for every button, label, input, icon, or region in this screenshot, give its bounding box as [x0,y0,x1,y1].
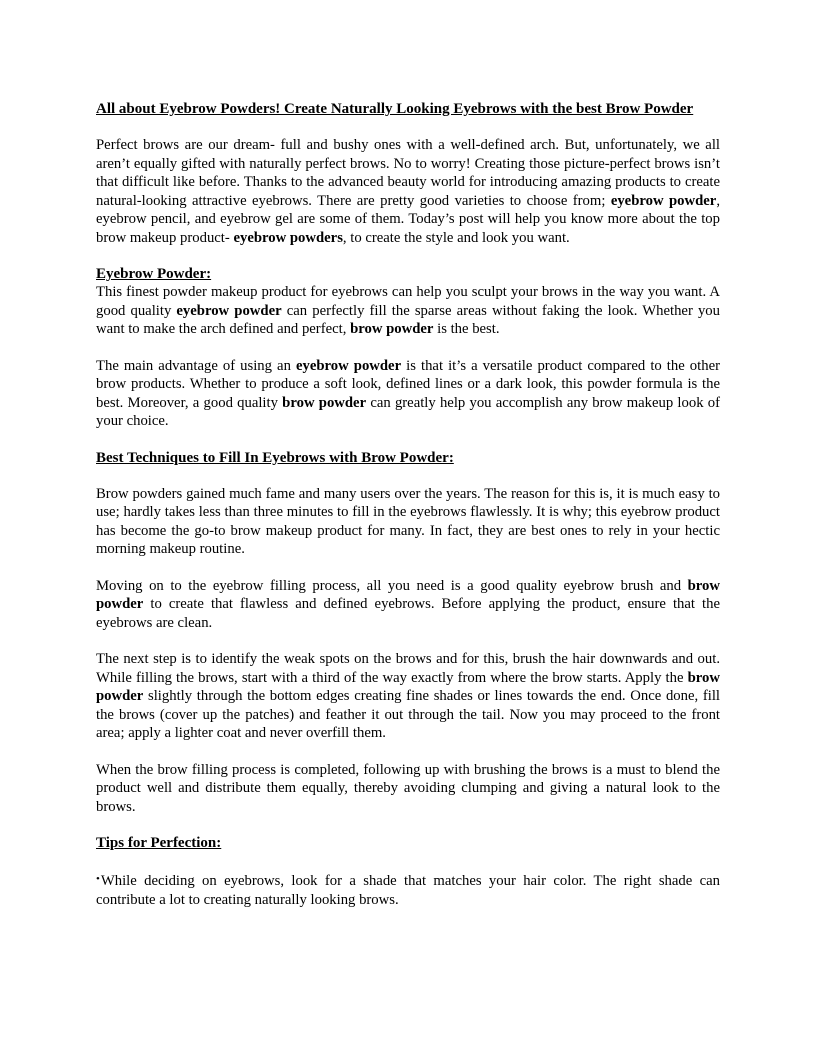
intro-paragraph: Perfect brows are our dream- full and bushy ones with a well-defined arch. But, unfortunately, we all aren’t equally gifted with naturally perfect brows. No to worry! Creating those picture-perfect brows isn’t that difficult like before. Thanks to the advanced beauty world for introducing amazing products to create natural-looking attractive eyebrows. There are pretty good varieties to choose from; eyebrow powder, eyebrow pencil, and eyebrow gel are some of them. Today’s post will help you know more about the top brow makeup product- eyebrow powders, to create the style and look you want. [96,137,720,246]
bullet-icon: • [96,873,100,885]
section-tips [96,834,720,852]
keyword-eyebrow-powder: eyebrow powder [176,302,282,319]
keyword-brow-powder: brow powder [96,577,720,612]
paragraph-techniques-2: Moving on to the eyebrow filling process, all you need is a good quality eyebrow brush and brow powder to create that flawless and defined eyebrows. Before applying the product, ensure that the eyebrows are clean. [96,577,720,631]
keyword-eyebrow-powders: eyebrow powders [233,229,343,246]
keyword-brow-powder: brow powder [96,669,720,704]
section-techniques [96,449,720,467]
paragraph-techniques-4: When the brow filling process is completed, following up with brushing the brows is a must to blend the product well and distribute them equally, thereby avoiding clumping and giving a natural look to the brows. [96,761,720,815]
section-eyebrow-powder [96,265,720,283]
tip-bullet-item: •While deciding on eyebrows, look for a shade that matches your hair color. The right shade can contribute a lot to creating naturally looking brows. [96,870,720,909]
section-heading-eyebrow-powder: Eyebrow Powder: [96,266,212,282]
keyword-brow-powder: brow powder [282,394,367,411]
section-heading-tips: Tips for Perfection: [96,835,222,851]
document-title: All about Eyebrow Powders! Create Naturally Looking Eyebrows with the best Brow Powder [96,101,694,117]
keyword-eyebrow-powder: eyebrow powder [295,357,402,374]
keyword-brow-powder: brow powder [350,321,434,337]
keyword-eyebrow-powder: eyebrow powder [610,192,717,209]
paragraph-eyebrow-powder-2: The main advantage of using an eyebrow powder is that it’s a versatile product compared to the other brow products. Whether to produce a soft look, defined lines or a dark look, this powder formula is the best. Moreover, a good quality brow powder can greatly help you accomplish any brow makeup look of your choice. [96,357,721,429]
paragraph-techniques-3: The next step is to identify the weak spots on the brows and for this, brush the hair downwards and out. While filling the brows, start with a third of the way exactly from where the brow starts. Apply the brow powder slightly through the bottom edges creating fine shades or lines towards the end. Once done, fill the brows (cover up the patches) and feather it out through the tail. Now you may proceed to the front area; apply a lighter coat and never overfill them. [96,651,720,741]
paragraph-eyebrow-powder-1: This finest powder makeup product for eyebrows can help you sculpt your brows in the way you want. A good quality eyebrow powder can perfectly fill the sparse areas without faking the look. Whether you want to make the arch defined and perfect, brow powder is the best. [96,284,720,337]
paragraph-techniques-1: Brow powders gained much fame and many users over the years. The reason for this is, it is much easy to use; hardly takes less than three minutes to fill in the eyebrows flawlessly. It is why; this eyebrow product has become the go-to brow makeup product for many. In fact, they are best ones to rely in your hectic morning makeup routine. [96,485,720,557]
section-heading-techniques: Best Techniques to Fill In Eyebrows with Brow Powder: [96,449,454,466]
